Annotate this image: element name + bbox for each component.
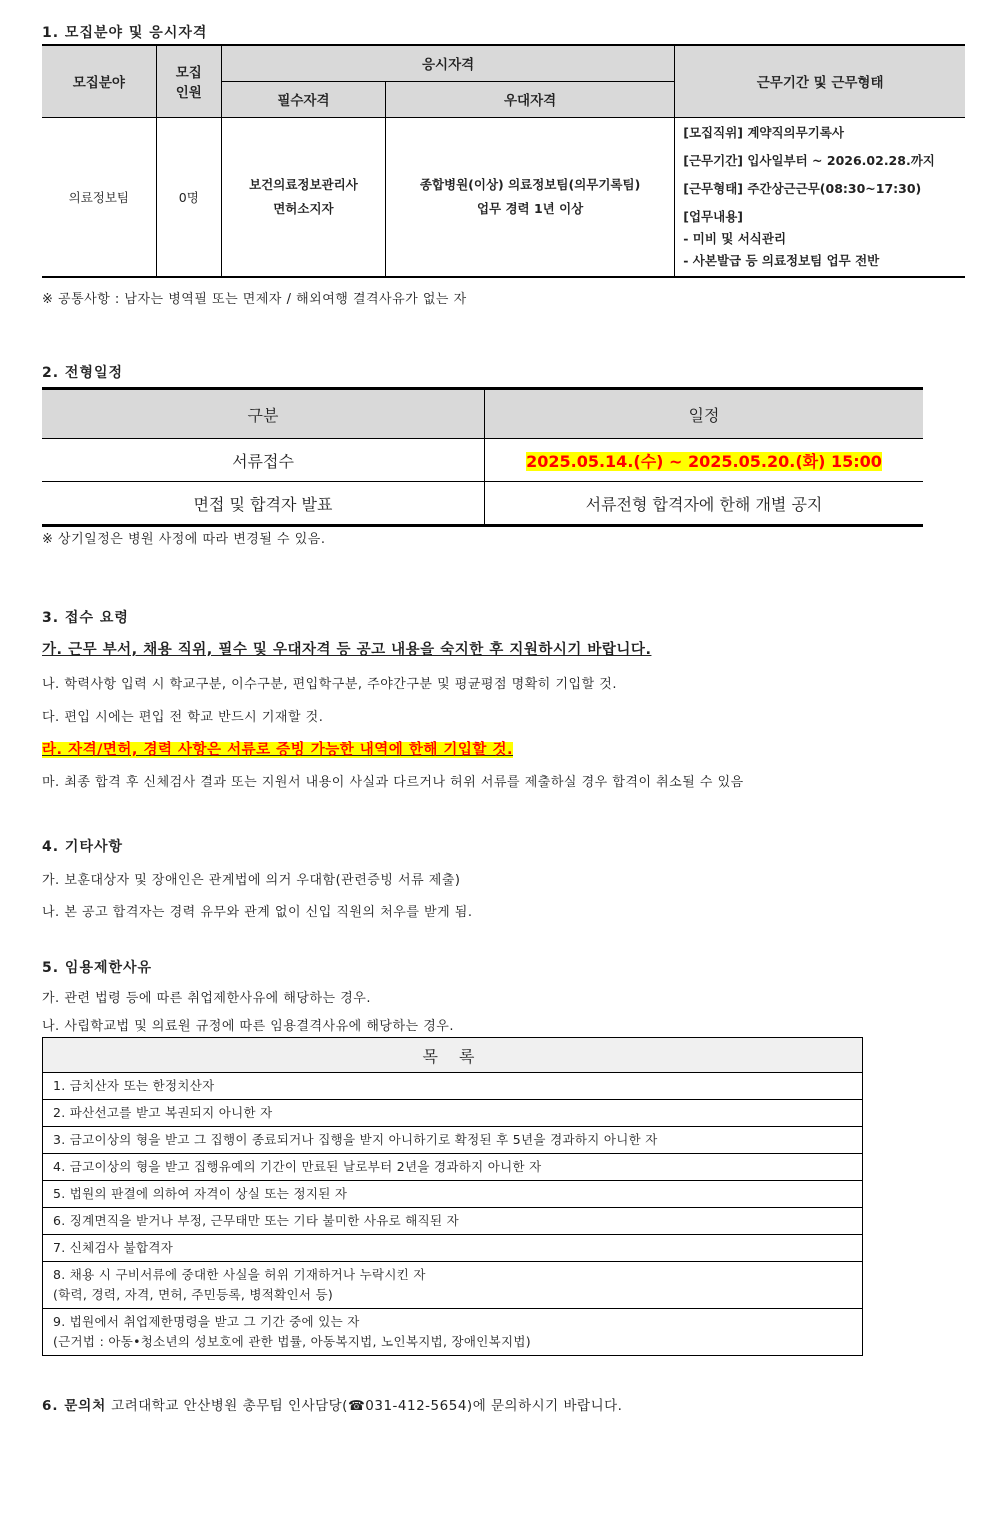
table-row: [43, 1262, 863, 1309]
schedule-date: 서류전형 합격자에 한해 개별 공지: [485, 482, 924, 526]
table-row: [43, 1154, 863, 1181]
table-row: [43, 1181, 863, 1208]
header-type: 구분: [42, 389, 485, 439]
guide-item-b: 나. 학력사항 입력 시 학교구분, 이수구분, 편입학구분, 주야간구분 및 평균평점 명확히 기입할 것.: [42, 677, 617, 692]
list-item-line1: 9. 법원에서 취업제한명령을 받고 그 기간 중에 있는 자: [53, 1314, 360, 1329]
guide-item-d: 라. 자격/면허, 경력 사항은 서류로 증빙 가능한 내역에 한해 기입할 것.: [42, 742, 513, 758]
schedule-type: 면접 및 합격자 발표: [42, 482, 485, 526]
cell-preferred: [385, 117, 674, 277]
header-count-line2: 인원: [175, 85, 202, 102]
list-item-line2: (학력, 경력, 자격, 면허, 주민등록, 병적확인서 등): [53, 1287, 334, 1302]
required-line1: 보건의료정보관리사: [249, 176, 358, 192]
header-schedule: 일정: [485, 389, 924, 439]
schedule-date-cell: [485, 439, 924, 482]
list-item-line2: (근거법 : 아동•청소년의 성보호에 관한 법률, 아동복지법, 노인복지법, 장애인복지법): [53, 1334, 531, 1349]
duty-content-1: - 미비 및 서식관리: [683, 230, 787, 246]
schedule-type: 서류접수: [42, 439, 485, 482]
list-item: 3. 금고이상의 형을 받고 그 집행이 종료되거나 집행을 받지 아니하기로 확정된 후 5년을 경과하지 아니한 자: [43, 1127, 863, 1154]
guide-item-e: 마. 최종 합격 후 신체검사 결과 또는 지원서 내용이 사실과 다르거나 허위 서류를 제출하실 경우 합격이 취소될 수 있음: [42, 775, 744, 790]
preferred-line2: 업무 경력 1년 이상: [476, 200, 584, 216]
section-1-heading: 1. 모집분야 및 응시자격: [42, 25, 208, 41]
list-item: 1. 금치산자 또는 한정치산자: [43, 1073, 863, 1100]
recruitment-table: [42, 44, 965, 278]
phone-icon: ☎: [347, 1398, 366, 1414]
section-2-note: ※ 상기일정은 병원 사정에 따라 변경될 수 있음.: [42, 532, 326, 547]
header-required: 필수자격: [221, 81, 385, 117]
contact-text-before: 고려대학교 안산병원 총무팀 인사담당(: [111, 1398, 348, 1414]
list-item: 4. 금고이상의 형을 받고 집행유예의 기간이 만료된 날로부터 2년을 경과하지 아니한 자: [43, 1154, 863, 1181]
table-row: [42, 439, 923, 482]
contact-text-after: )에 문의하시기 바랍니다.: [466, 1398, 623, 1414]
contact-phone: 031-412-5654: [365, 1398, 467, 1414]
list-item: 7. 신체검사 불합격자: [43, 1235, 863, 1262]
etc-item-a: 가. 보훈대상자 및 장애인은 관계법에 의거 우대함(관련증빙 서류 제출): [42, 873, 461, 888]
table-row: [43, 1100, 863, 1127]
contact-line: [42, 1394, 622, 1414]
schedule-date: 2025.05.14.(수) ~ 2025.05.20.(화) 15:00: [526, 451, 882, 471]
duty-content-2: - 사본발급 등 의료정보팀 업무 전반: [683, 252, 880, 268]
table-row: [43, 1309, 863, 1356]
list-item: 6. 징계면직을 받거나 부정, 근무태만 또는 기타 불미한 사유로 해직된 자: [43, 1208, 863, 1235]
duty-period: [근무기간] 입사일부터 ~ 2026.02.28.까지: [683, 152, 935, 168]
section-6-heading: 6. 문의처: [42, 1398, 107, 1414]
required-line2: 면허소지자: [273, 200, 334, 216]
restriction-list-table: [42, 1037, 863, 1356]
section-5-heading: 5. 임용제한사유: [42, 960, 153, 976]
cell-required: [221, 117, 385, 277]
list-title: 목 록: [43, 1038, 863, 1073]
section-2-heading: 2. 전형일정: [42, 365, 124, 381]
header-count: [156, 45, 221, 117]
list-item: 2. 파산선고를 받고 복권되지 아니한 자: [43, 1100, 863, 1127]
list-item-line1: 8. 채용 시 구비서류에 중대한 사실을 허위 기재하거나 누락시킨 자: [53, 1267, 426, 1282]
duty-position: [모집직위] 계약직의무기록사: [683, 124, 844, 140]
header-count-line1: 모집: [175, 65, 202, 82]
header-preferred: 우대자격: [385, 81, 674, 117]
list-item: [43, 1262, 863, 1309]
guide-item-a: 가. 근무 부서, 채용 직위, 필수 및 우대자격 등 공고 내용을 숙지한 후 지원하시기 바랍니다.: [42, 642, 652, 658]
table-row: [43, 1235, 863, 1262]
header-period: 근무기간 및 근무형태: [675, 45, 965, 117]
list-item: [43, 1309, 863, 1356]
guide-item-c: 다. 편입 시에는 편입 전 학교 반드시 기재할 것.: [42, 710, 324, 725]
cell-field: 의료정보팀: [42, 117, 156, 277]
guide-item-d-wrap: [42, 738, 513, 759]
table-row: [43, 1208, 863, 1235]
list-item: 5. 법원의 판결에 의하여 자격이 상실 또는 정지된 자: [43, 1181, 863, 1208]
preferred-line1: 종합병원(이상) 의료정보팀(의무기록팀): [419, 176, 641, 192]
schedule-table: [42, 387, 923, 527]
section-1-note: ※ 공통사항 : 남자는 병역필 또는 면제자 / 해외여행 결격사유가 없는 자: [42, 292, 467, 307]
section-4-heading: 4. 기타사항: [42, 839, 124, 855]
duty-content-label: [업무내용]: [683, 208, 743, 224]
section-3-heading: 3. 접수 요령: [42, 610, 129, 626]
restrict-item-b: 나. 사립학교법 및 의료원 규정에 따른 임용결격사유에 해당하는 경우.: [42, 1019, 454, 1034]
etc-item-b: 나. 본 공고 합격자는 경력 유무와 관계 없이 신입 직원의 처우를 받게 됨.: [42, 905, 473, 920]
cell-duty: [675, 117, 965, 277]
header-field: 모집분야: [42, 45, 156, 117]
restrict-item-a: 가. 관련 법령 등에 따른 취업제한사유에 해당하는 경우.: [42, 991, 371, 1006]
header-qualification: 응시자격: [221, 45, 674, 81]
duty-type: [근무형태] 주간상근근무(08:30~17:30): [683, 180, 922, 196]
table-row: [43, 1127, 863, 1154]
table-row: [43, 1073, 863, 1100]
table-row: [42, 482, 923, 526]
cell-count: 0명: [156, 117, 221, 277]
